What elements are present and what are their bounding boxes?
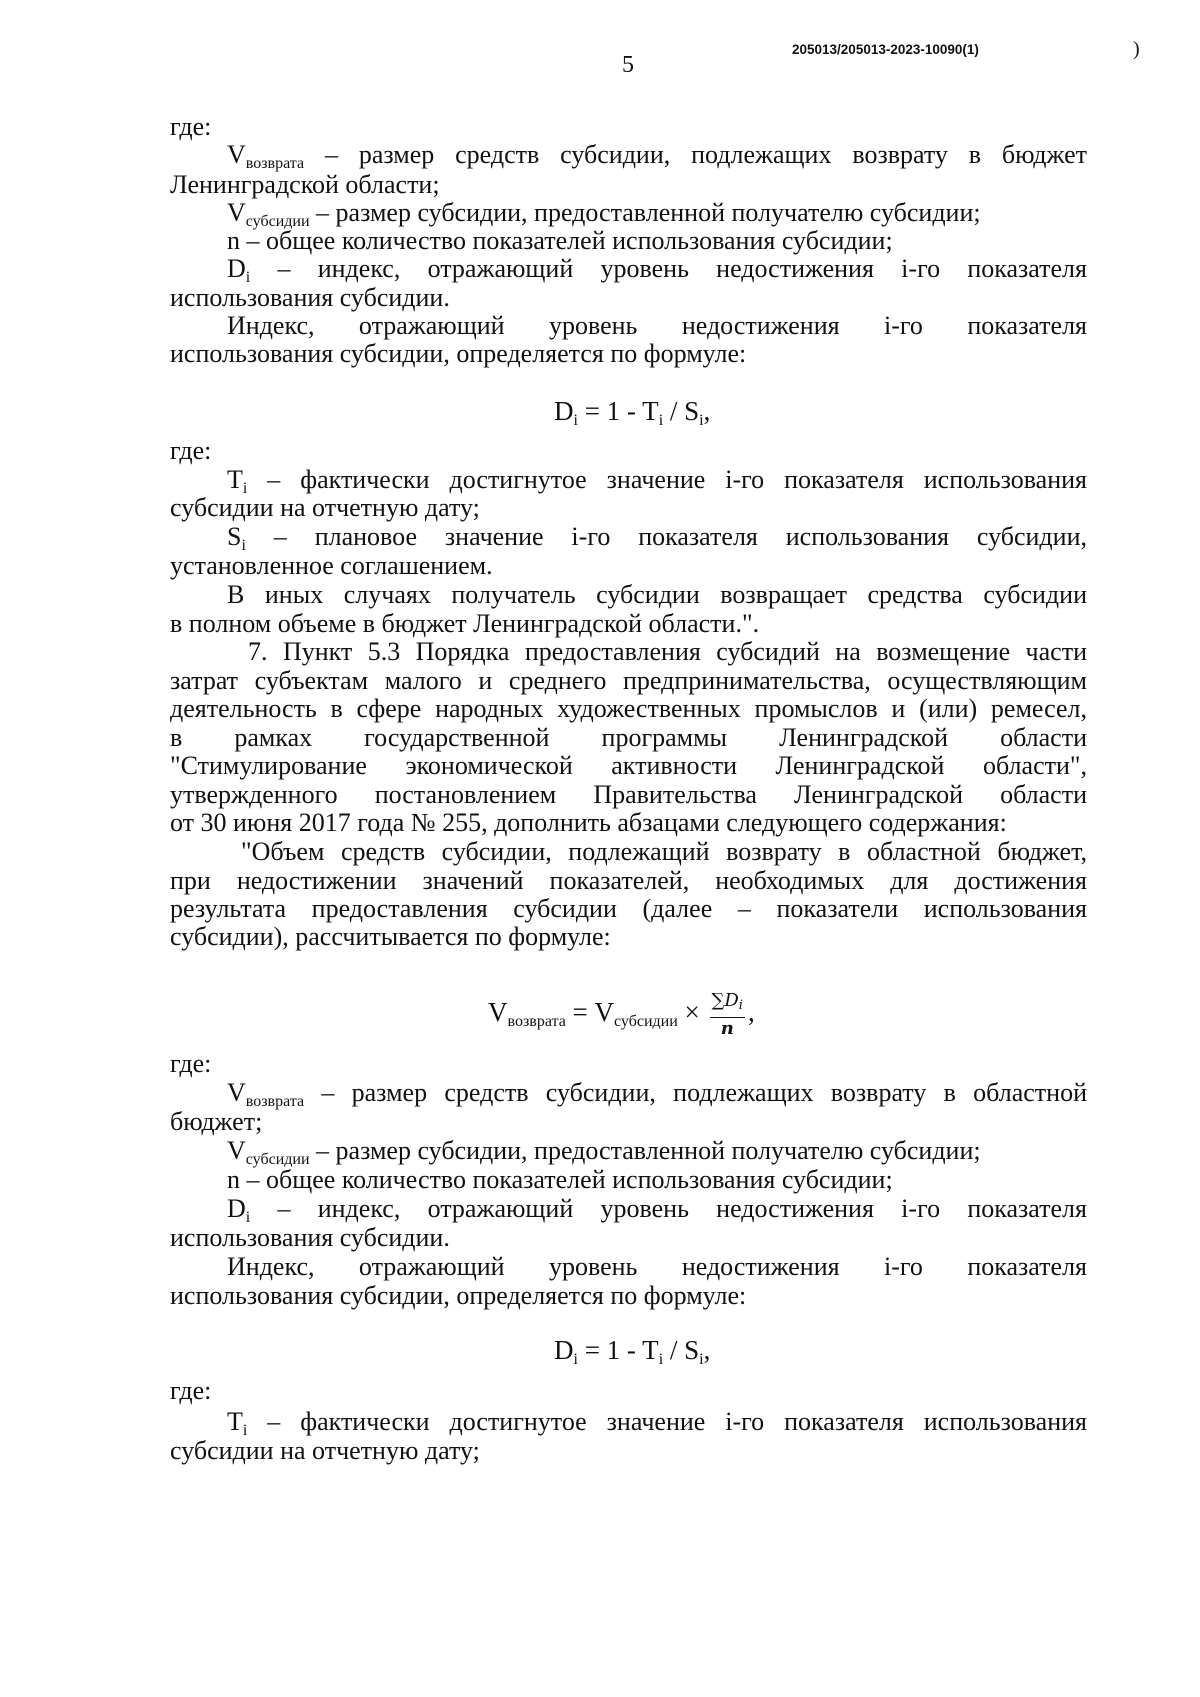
def-d-cont: использования субсидии. [170, 1223, 450, 1252]
def-v-subsidii: $V_{субсидии}$ – размер субсидии, предоставленной получателю субсидии; [227, 1136, 981, 1168]
gde-label: где: [170, 112, 212, 141]
formula-di: $D_i = 1 - T_i / S_i$, [554, 396, 711, 429]
quote-line: результата предоставления субсидии (далее – показатели использования [170, 894, 1087, 923]
index-intro: Индекс, отражающий уровень недостижения i-го показателя [227, 311, 1087, 340]
def-v-vozvrata-cont: Ленинградской области; [170, 170, 440, 199]
page-number: 5 [622, 52, 634, 78]
formula-fraction: $\frac{\sum Di}{n}$ [711, 990, 743, 1039]
formula-v-vozvrata: $V_{возврата} = V_{субсидии}$ × $\frac{\sum Di}{n}$ , [488, 990, 755, 1039]
def-t-cont: субсидии на отчетную дату; [170, 1436, 480, 1465]
item7-line: 7. Пункт 5.3 Порядка предоставления субсидий на возмещение части [248, 637, 1087, 666]
quote-line: субсидии), рассчитывается по формуле: [170, 922, 611, 951]
corner-mark: ) [1133, 38, 1140, 60]
item7-line: в рамках государственной программы Ленинградской области [170, 723, 1087, 752]
item7-line: от 30 июня 2017 года № 255, дополнить абзацами следующего содержания: [170, 808, 1007, 837]
def-d: $D_i$ – индекс, отражающий уровень недостижения i-го показателя [227, 254, 1087, 286]
def-n: n – общее количество показателей использования субсидии; [227, 226, 893, 255]
item7-line: "Стимулирование экономической активности Ленинградской области", [170, 751, 1087, 780]
quote-line: "Объем средств субсидии, подлежащий возврату в областной бюджет, [241, 837, 1087, 866]
def-v-subsidii: $V_{субсидии}$ – размер субсидии, предоставленной получателю субсидии; [227, 198, 981, 230]
other-cases-cont: в полном объеме в бюджет Ленинградской области.". [170, 609, 760, 638]
def-t-cont: субсидии на отчетную дату; [170, 493, 480, 522]
item7-line: утвержденного постановлением Правительства Ленинградской области [170, 780, 1087, 809]
gde-label: где: [170, 436, 212, 465]
def-d: $D_i$ – индекс, отражающий уровень недостижения i-го показателя [227, 1194, 1087, 1226]
index-intro: Индекс, отражающий уровень недостижения i-го показателя [227, 1252, 1087, 1281]
item7-line: затрат субъектам малого и среднего предпринимательства, осуществляющим [170, 666, 1087, 695]
def-t: $T_i$ – фактически достигнутое значение i-го показателя использования [227, 465, 1087, 497]
quote-line: при недостижении значений показателей, необходимых для достижения [170, 866, 1087, 895]
document-id: 205013/205013-2023-10090(1) [792, 42, 979, 57]
other-cases: В иных случаях получатель субсидии возвращает средства субсидии [227, 580, 1087, 609]
def-n: n – общее количество показателей использования субсидии; [227, 1165, 893, 1194]
def-s: $S_i$ – плановое значение i-го показателя использования субсидии, [227, 522, 1087, 554]
gde-label: где: [170, 1049, 212, 1078]
gde-label: где: [170, 1376, 212, 1405]
item7-line: деятельность в сфере народных художественных промыслов и (или) ремесел, [170, 694, 1087, 723]
def-v-vozvrata-cont: бюджет; [170, 1107, 263, 1136]
def-d-cont: использования субсидии. [170, 283, 450, 312]
def-s-cont: установленное соглашением. [170, 551, 493, 580]
index-intro-cont: использования субсидии, определяется по формуле: [170, 339, 747, 368]
index-intro-cont: использования субсидии, определяется по формуле: [170, 1281, 747, 1310]
def-v-vozvrata: $V_{возврата}$ – размер средств субсидии, подлежащих возврату в бюджет [227, 140, 1087, 172]
formula-di: $D_i = 1 - T_i / S_i$, [554, 1335, 711, 1368]
def-t: $T_i$ – фактически достигнутое значение i-го показателя использования [227, 1407, 1087, 1439]
def-v-vozvrata: $V_{возврата}$ – размер средств субсидии, подлежащих возврату в областной [227, 1078, 1087, 1110]
